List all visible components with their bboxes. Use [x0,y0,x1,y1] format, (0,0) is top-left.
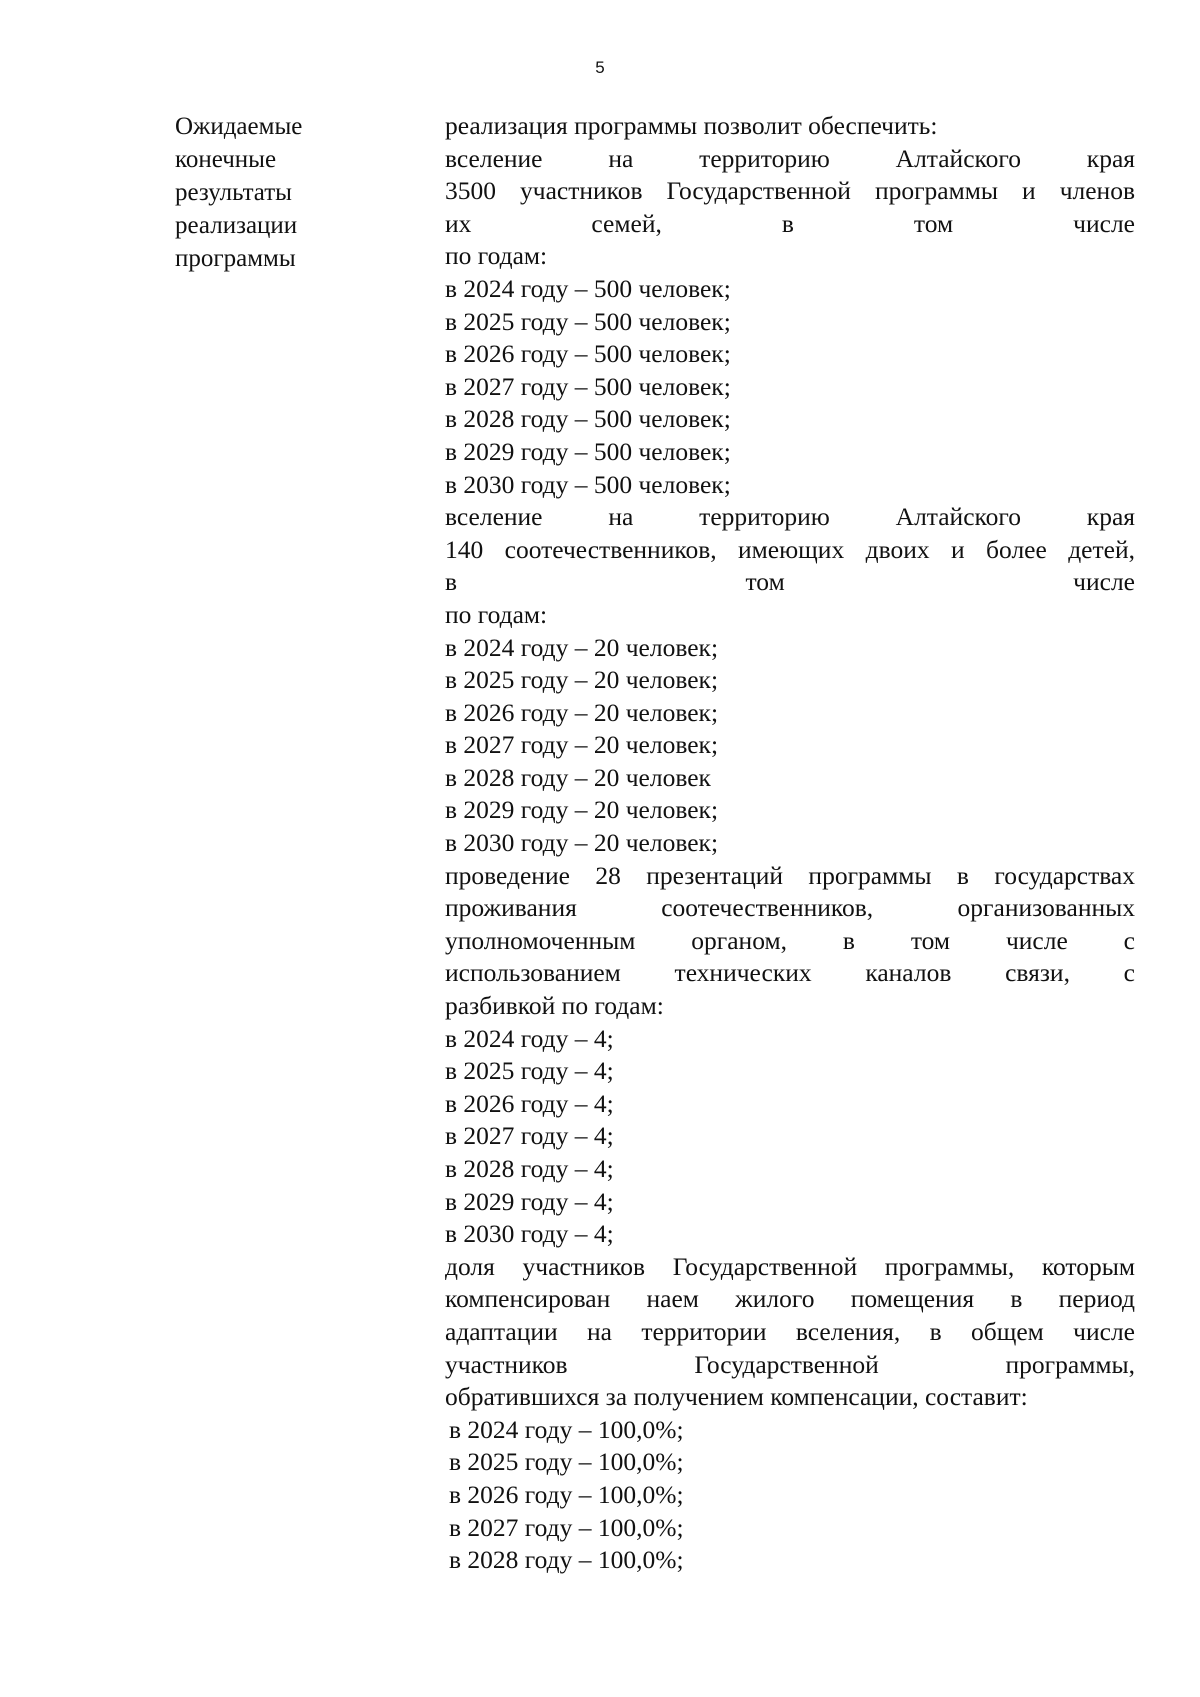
presentations-section [445,860,1135,1251]
intro-text: реализация программы позволит обеспечить: [445,111,938,140]
families-line: по годам: [445,599,548,629]
year-item: в 2024 году – 100,0%; [449,1414,684,1444]
compensation-line: участников Государственной программы, [445,1349,1135,1379]
presentations-line: разбивкой по годам: [445,991,664,1021]
year-item: в 2029 году – 20 человек; [445,795,719,825]
row-label [175,110,445,275]
compensation-line: компенсирован наем жилого помещения в период [445,1284,1135,1314]
year-item: в 2030 году – 4; [445,1219,614,1249]
row-content [445,110,1135,1577]
year-item: в 2026 году – 20 человек; [445,697,719,727]
year-item: в 2025 году – 500 человек; [445,306,731,336]
year-item: в 2029 году – 4; [445,1186,614,1216]
presentations-line: уполномоченным органом, в том числе с [445,925,1135,955]
year-item: в 2026 году – 100,0%; [449,1479,684,1509]
year-item: в 2028 году – 100,0%; [449,1545,684,1575]
year-item: в 2028 году – 20 человек [445,762,711,792]
presentations-line: использованием технических каналов связи, с [445,958,1135,988]
passport-table-row [175,110,1135,1577]
families-line: вселение на территорию Алтайского края [445,502,1135,532]
year-item: в 2025 году – 4; [445,1056,614,1086]
families-section [445,501,1135,860]
year-item: в 2030 году – 500 человек; [445,469,731,499]
row-label-line: результаты [175,179,292,206]
families-line: в том числе [445,567,1135,597]
page-number: 5 [595,58,605,77]
row-label-line: реализации [175,212,298,239]
year-item: в 2027 году – 4; [445,1121,614,1151]
year-item: в 2029 году – 500 человек; [445,436,731,466]
resettle-line: вселение на территорию Алтайского края [445,143,1135,173]
year-item: в 2025 году – 20 человек; [445,665,719,695]
presentations-line: проживания соотечественников, организованных [445,893,1135,923]
year-item: в 2027 году – 100,0%; [449,1512,684,1542]
row-label-line: Ожидаемые [175,113,303,140]
year-item: в 2026 году – 500 человек; [445,339,731,369]
row-label-line: конечные [175,146,277,173]
presentations-line: проведение 28 презентаций программы в государствах [445,860,1135,890]
year-item: в 2028 году – 500 человек; [445,404,731,434]
year-item: в 2026 году – 4; [445,1088,614,1118]
row-label-line: программы [175,245,296,272]
compensation-line: доля участников Государственной программы, которым [445,1251,1135,1281]
year-item: в 2027 году – 20 человек; [445,730,719,760]
compensation-line: адаптации на территории вселения, в общем числе [445,1316,1135,1346]
resettle-line: их семей, в том числе [445,208,1135,238]
families-line: 140 соотечественников, имеющих двоих и более детей, [445,534,1135,564]
resettle-section [445,143,1135,502]
compensation-section [445,1251,1135,1577]
year-item: в 2028 году – 4; [445,1154,614,1183]
year-item: в 2025 году – 100,0%; [449,1447,684,1477]
year-item: в 2024 году – 20 человек; [445,632,719,662]
resettle-line: 3500 участников Государственной программы и членов [445,176,1135,206]
year-item: в 2024 году – 4; [445,1023,614,1053]
year-item: в 2024 году – 500 человек; [445,273,731,303]
year-item: в 2027 году – 500 человек; [445,371,731,401]
resettle-line: по годам: [445,241,548,271]
year-item: в 2030 году – 20 человек; [445,828,719,858]
compensation-line: обратившихся за получением компенсации, составит: [445,1382,1028,1412]
